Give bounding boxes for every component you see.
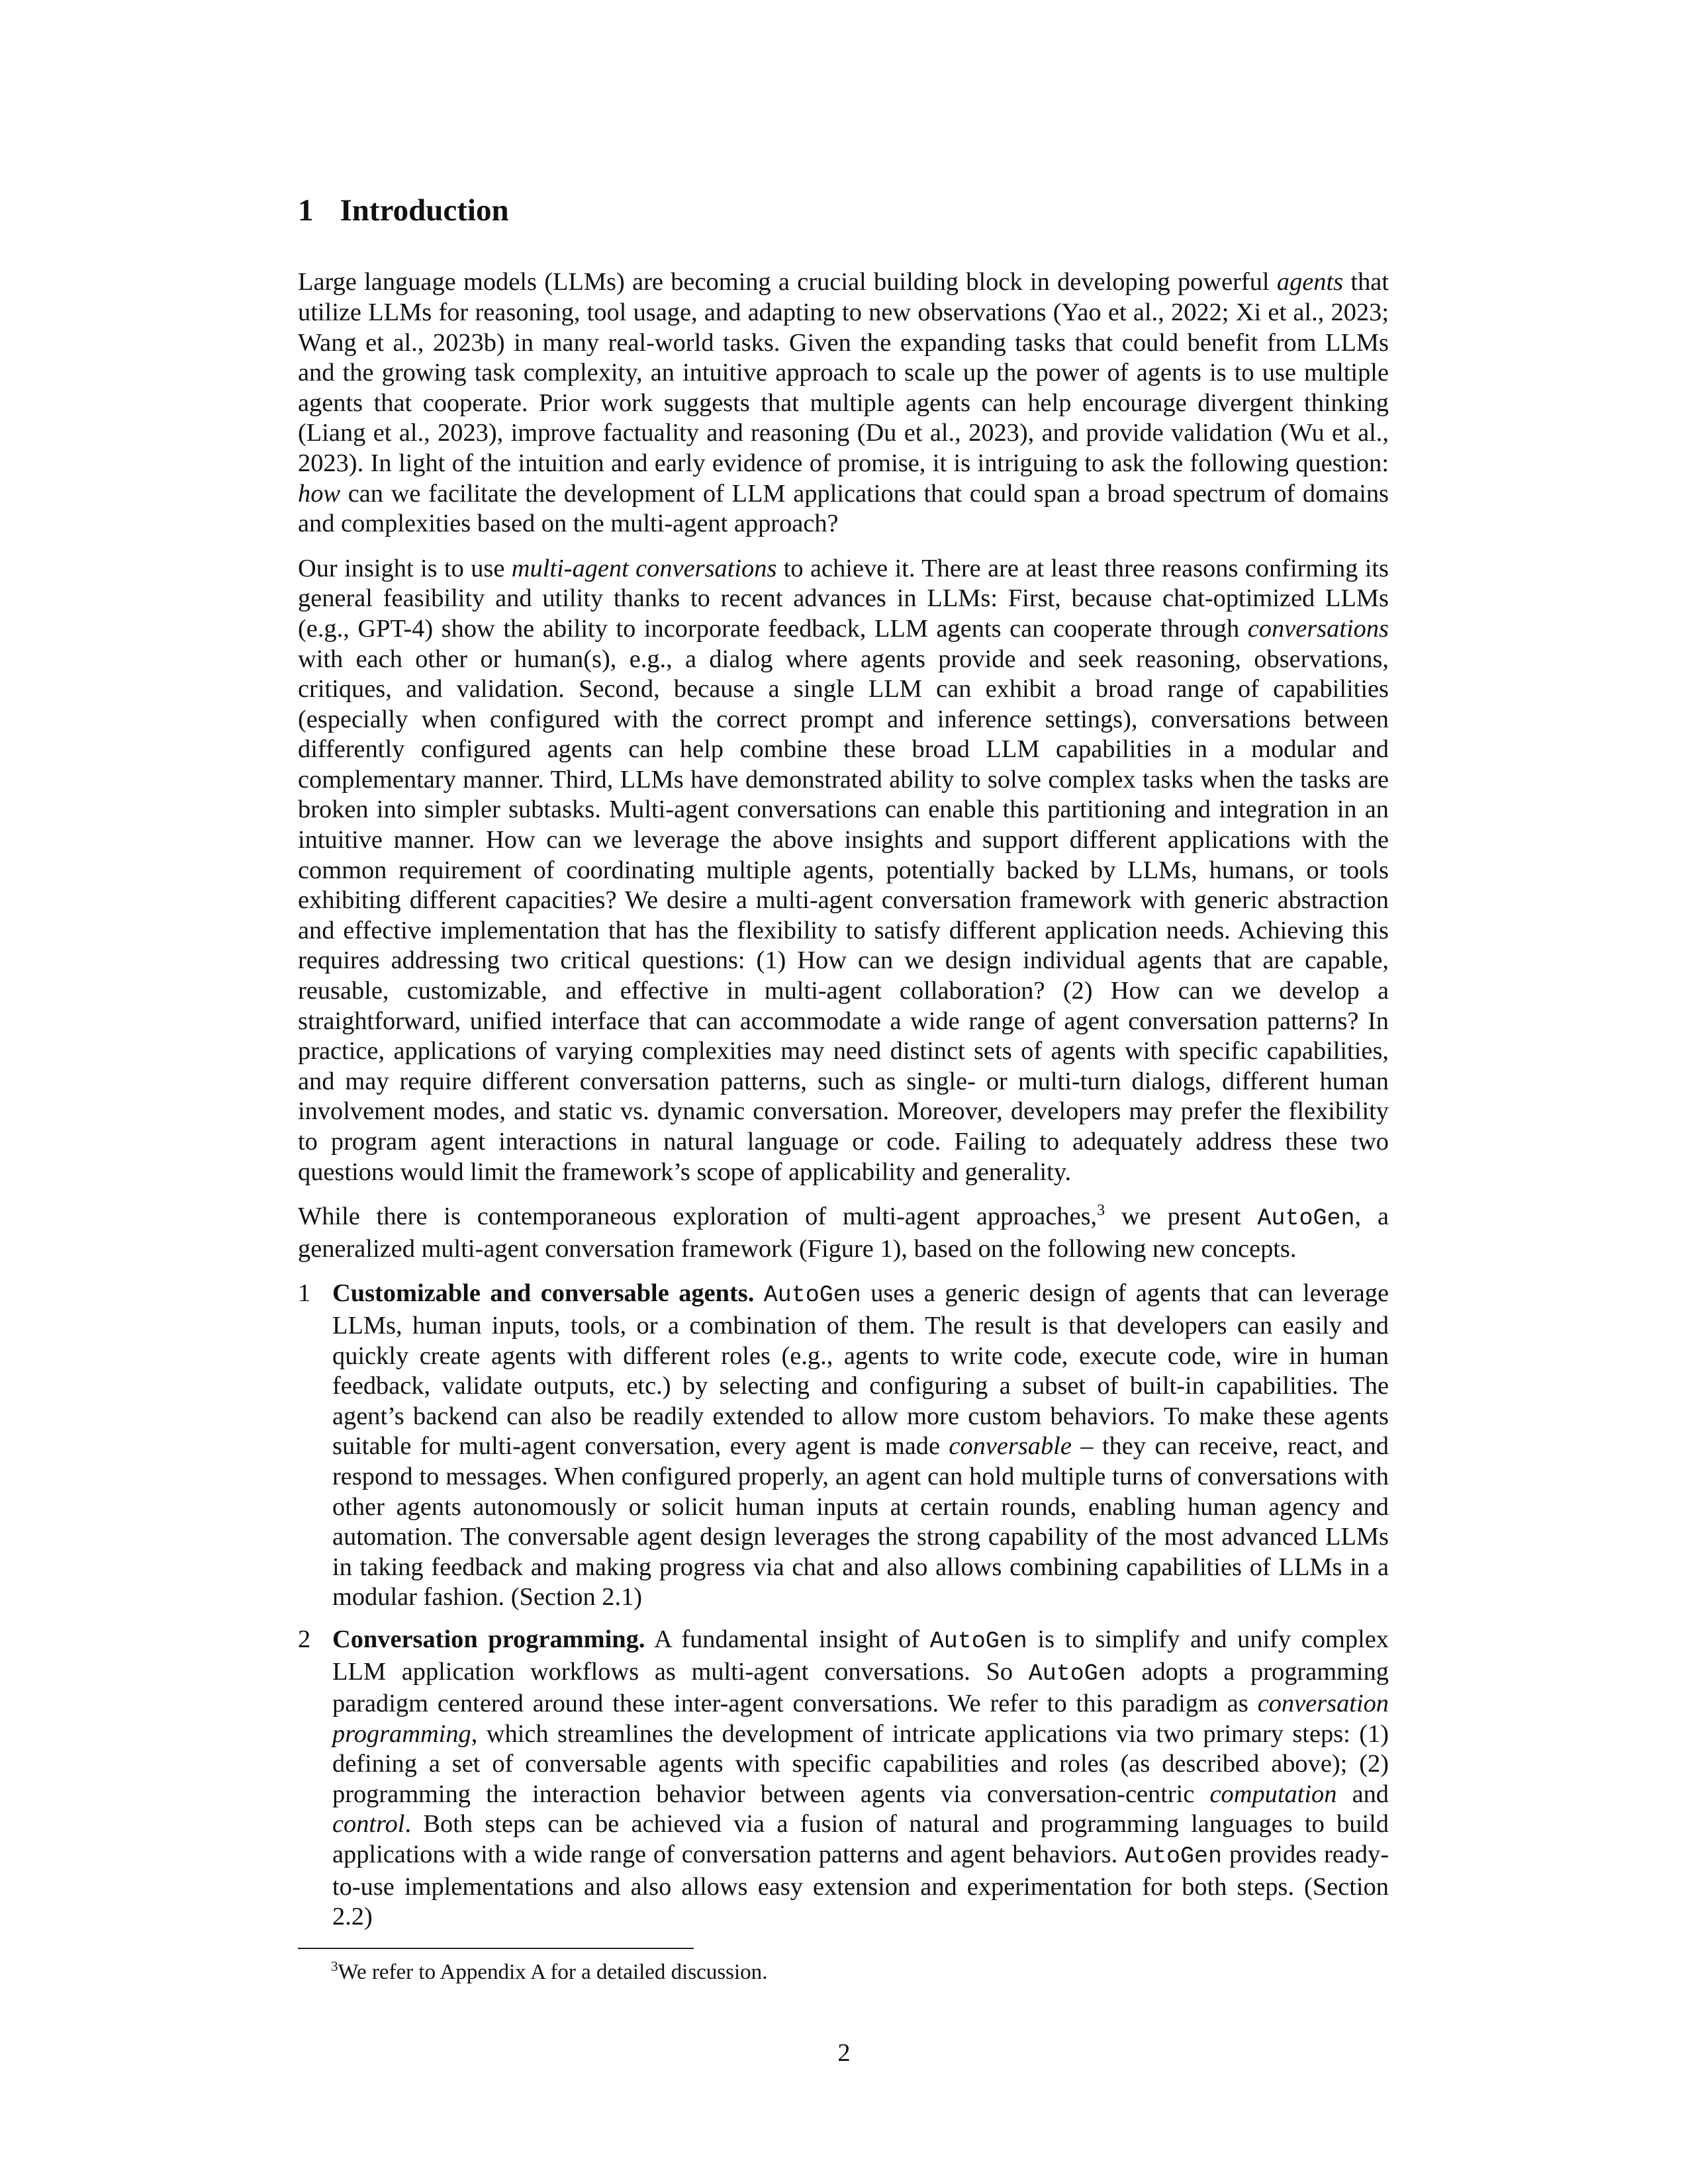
- footnote-divider: [298, 1948, 694, 1949]
- text-run: can we facilitate the development of LLM applications that could span a broad spectrum of domains and complexities based on the multi-agent approach?: [298, 479, 1389, 538]
- emphasis: control: [332, 1810, 405, 1839]
- code-term: AutoGen: [1257, 1205, 1355, 1232]
- emphasis: conversable: [949, 1432, 1072, 1461]
- list-item-body: [332, 1625, 1389, 1933]
- section-heading: [298, 192, 1389, 229]
- text-run: to achieve it. There are at least three reasons confirming its general feasibility and utility thanks to recent advances in LLMs: First, because chat-optimized LLMs (e.g., GPT-4) show the ability to incorporate feedback, LLM agents can cooperate through: [298, 554, 1389, 643]
- intro-paragraph-1: [298, 267, 1389, 539]
- text-run: While there is contemporaneous exploration of multi-agent approaches,: [298, 1203, 1098, 1231]
- section-number: 1: [298, 193, 314, 228]
- page-number: 2: [837, 2039, 851, 2067]
- text-run: adopts a programming paradigm centered around these inter-agent conversations. We refer to this paradigm as: [332, 1657, 1389, 1718]
- text-run: and: [1336, 1780, 1389, 1808]
- code-term: AutoGen: [1125, 1843, 1223, 1870]
- emphasis: computation: [1209, 1780, 1337, 1808]
- text-run: is to simplify and unify complex LLM application workflows as multi-agent conversations. So: [332, 1625, 1389, 1686]
- text-run: Large language models (LLMs) are becoming a crucial building block in developing powerful: [298, 268, 1277, 296]
- text-run: uses a generic design of agents that can leverage LLMs, human inputs, tools, or a combination of them. The result is that developers can easily and quickly create agents with different roles (e.g., agents to write code, execute code, wire in human feedback, validate outputs, etc.) by selecting and configuring a subset of built-in capabilities. The agent’s backend can also be readily extended to allow more custom behaviors. To make these agents suitable for multi-agent conversation, every agent is made: [332, 1279, 1389, 1461]
- list-item-body: [332, 1279, 1389, 1613]
- emphasis: agents: [1276, 268, 1344, 296]
- text-run: A fundamental insight of: [645, 1625, 930, 1653]
- text-run: , which streamlines the development of intricate applications via two primary steps: (1) defining a set of conversable agents with specific capabilities and roles (as described above); (2) programming the interaction behavior between agents via conversation-centric: [332, 1719, 1389, 1808]
- list-item-heading: Customizable and conversable agents.: [332, 1279, 755, 1308]
- code-term: AutoGen: [929, 1627, 1027, 1655]
- list-number: 1: [298, 1279, 311, 1308]
- text-run: that utilize LLMs for reasoning, tool usage, and adapting to new observations (Yao et al., 2022; Xi et al., 2023; Wang et al., 2023b) in many real-world tasks. Given the expanding tasks that could benefit from LLMs and the growing task complexity, an intuitive approach to scale up the power of agents is to use multiple agents that cooperate. Prior work suggests that multiple agents can help encourage divergent thinking (Liang et al., 2023), improve factuality and reasoning (Du et al., 2023), and provide validation (Wu et al., 2023). In light of the intuition and early evidence of promise, it is intriguing to ask the following question:: [298, 268, 1389, 477]
- concept-list: [298, 1279, 1389, 1932]
- text-run: [754, 1279, 763, 1307]
- text-run: , a generalized multi-agent conversation framework (Figure 1), based on the following new concepts.: [298, 1203, 1389, 1263]
- emphasis: conversation programming: [332, 1690, 1389, 1748]
- list-item-heading: Conversation programming.: [332, 1625, 645, 1653]
- text-run: . Both steps can be achieved via a fusion of natural and programming languages to build applications with a wide range of conversation patterns and agent behaviors.: [332, 1810, 1389, 1869]
- code-term: AutoGen: [1028, 1660, 1126, 1687]
- footnote: [331, 1959, 1390, 1985]
- text-run: we present: [1105, 1203, 1258, 1231]
- text-run: with each other or human(s), e.g., a dialog where agents provide and seek reasoning, observations, critiques, and validation. Second, because a single LLM can exhibit a broad range of capabilities (especially when configured with the correct prompt and inference settings), conversations between differently configured agents can help combine these broad LLM capabilities in a modular and complementary manner. Third, LLMs have demonstrated ability to solve complex tasks when the tasks are broken into simpler subtasks. Multi-agent conversations can enable this partitioning and integration in an intuitive manner. How can we leverage the above insights and support different applications with the common requirement of coordinating multiple agents, potentially backed by LLMs, humans, or tools exhibiting different capacities? We desire a multi-agent conversation framework with generic abstraction and effective implementation that has the flexibility to satisfy different application needs. Achieving this requires addressing two critical questions: (1) How can we design individual agents that are capable, reusable, customizable, and effective in multi-agent collaboration? (2) How can we develop a straightforward, unified interface that can accommodate a wide range of agent conversation patterns? In practice, applications of varying complexities may need distinct sets of agents with specific capabilities, and may require different conversation patterns, such as single- or multi-turn dialogs, different human involvement modes, and static vs. dynamic conversation. Moreover, developers may prefer the flexibility to program agent interactions in natural language or code. Failing to adequately address these two questions would limit the framework’s scope of applicability and generality.: [298, 645, 1389, 1186]
- list-item: [298, 1625, 1389, 1933]
- text-run: Our insight is to use: [298, 554, 512, 582]
- intro-paragraph-3: [298, 1202, 1389, 1264]
- footnote-text: We refer to Appendix A for a detailed discussion.: [338, 1960, 768, 1984]
- footnote-marker: 3: [331, 1958, 338, 1974]
- section-title: Introduction: [340, 193, 509, 228]
- intro-paragraph-2: [298, 554, 1389, 1187]
- paper-page: [298, 192, 1389, 1944]
- emphasis: multi-agent conversations: [511, 554, 777, 582]
- text-run: provides ready-to-use implementations and also allows easy extension and experimentation for both steps. (Section 2.2): [332, 1841, 1389, 1931]
- emphasis: how: [298, 479, 340, 508]
- code-term: AutoGen: [763, 1282, 861, 1309]
- footnote-marker: 3: [1097, 1202, 1105, 1220]
- text-run: – they can receive, react, and respond to messages. When configured properly, an agent can hold multiple turns of conversations with other agents autonomously or solicit human inputs at certain rounds, enabling human agency and automation. The conversable agent design leverages the strong capability of the most advanced LLMs in taking feedback and making progress via chat and also allows combining capabilities of LLMs in a modular fashion. (Section 2.1): [332, 1432, 1389, 1612]
- list-item: [298, 1279, 1389, 1613]
- emphasis: conversations: [1247, 614, 1389, 643]
- list-number: 2: [298, 1625, 311, 1653]
